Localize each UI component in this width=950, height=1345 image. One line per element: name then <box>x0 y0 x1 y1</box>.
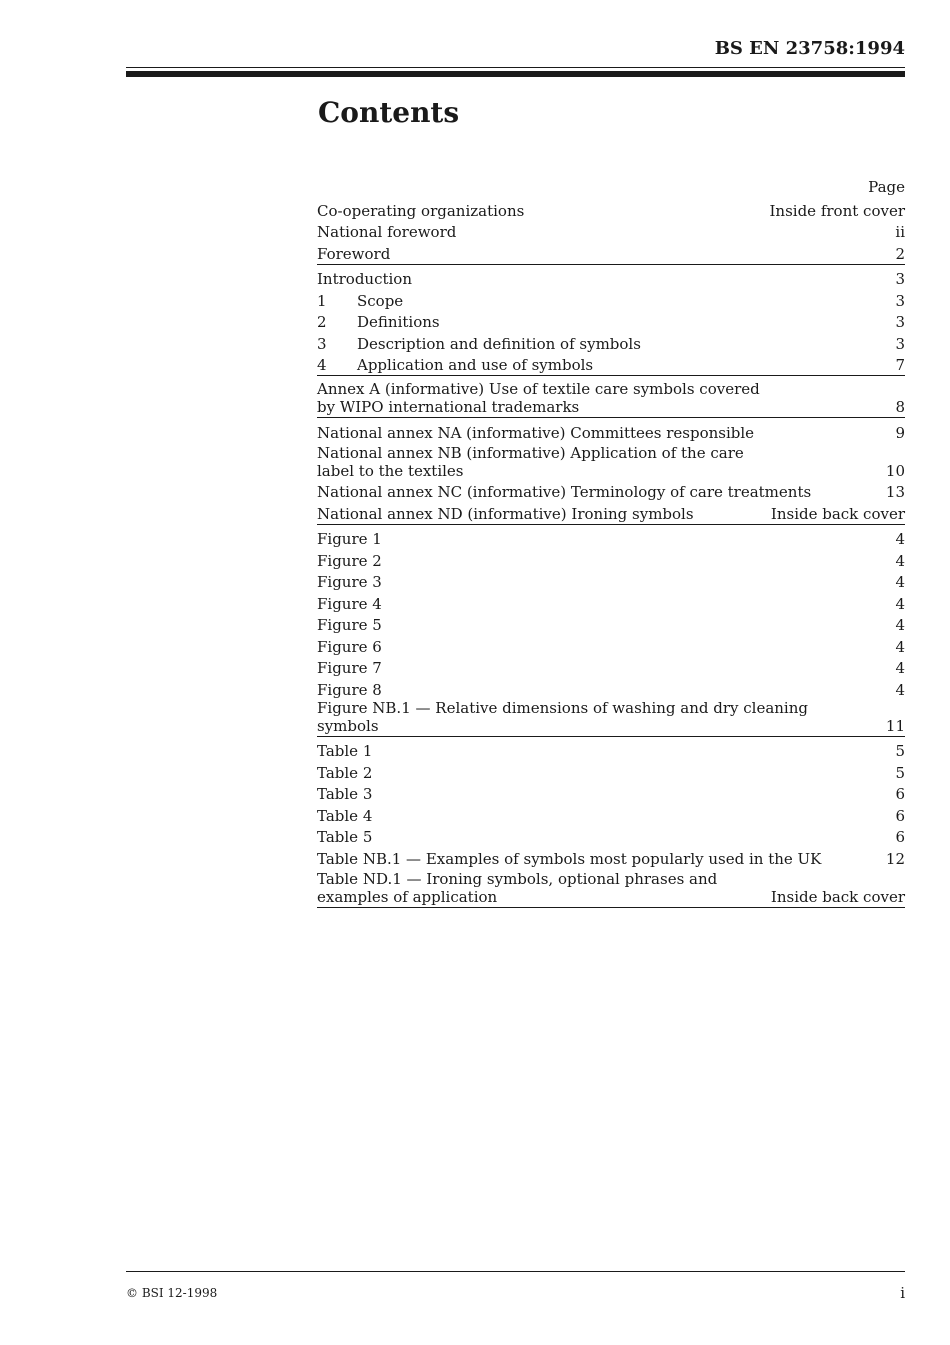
toc-entry[interactable] <box>317 501 905 523</box>
toc-entry-label <box>317 785 372 803</box>
page-column-label: Page <box>868 178 905 196</box>
toc-entry-label <box>317 424 754 442</box>
toc-entry[interactable] <box>317 868 905 906</box>
toc-entry[interactable] <box>317 656 905 678</box>
toc-entry[interactable] <box>317 739 905 761</box>
toc-entry-page: 3 <box>895 291 905 310</box>
toc-entry-title: Figure 8 <box>317 680 382 699</box>
toc-entry-page: 11 <box>885 716 905 735</box>
toc-entry-page: Inside back cover <box>770 504 905 523</box>
toc-entry-label <box>317 530 382 548</box>
toc-entry-page: 3 <box>895 334 905 353</box>
toc-group <box>317 527 905 737</box>
document-id: BS EN 23758:1994 <box>714 38 905 59</box>
toc-entry-page: 4 <box>895 659 905 677</box>
toc-group <box>317 378 905 418</box>
toc-entry-label <box>317 828 372 846</box>
toc-entry[interactable] <box>317 634 905 656</box>
toc-entry-title: National annex NC (informative) Terminology of care treatments <box>317 483 812 501</box>
toc-entry-page: 4 <box>895 616 905 634</box>
toc-entry[interactable] <box>317 677 905 699</box>
toc-entry-page: 2 <box>895 244 905 263</box>
toc-entry-page: 5 <box>895 763 905 782</box>
toc-entry-label <box>317 245 390 263</box>
toc-entry-title: Figure 7 <box>317 659 382 677</box>
toc-entry-page: 4 <box>895 594 905 613</box>
toc-entry[interactable] <box>317 699 905 735</box>
toc-entry-label <box>317 742 372 760</box>
toc-entry-label <box>317 699 874 735</box>
toc-entry-page: Inside front cover <box>769 201 905 220</box>
toc-entry[interactable] <box>317 480 905 502</box>
toc-entry[interactable] <box>317 241 905 263</box>
toc-entry-page: 3 <box>895 313 905 331</box>
toc-entry[interactable] <box>317 825 905 847</box>
toc-entry-page: 6 <box>895 785 905 803</box>
toc-entry[interactable] <box>317 527 905 549</box>
toc-entry-title: Table 5 <box>317 828 373 846</box>
header-rule-thin <box>126 67 905 68</box>
toc-entry-page: 6 <box>895 806 905 825</box>
toc-entry-title: Definitions <box>357 313 440 331</box>
toc-entry-label <box>317 444 744 480</box>
toc-entry[interactable] <box>317 613 905 635</box>
toc-entry-title: Description and definition of symbols <box>357 334 641 353</box>
toc-entry-label <box>317 870 717 906</box>
toc-entry-title: Scope <box>357 291 404 310</box>
toc-entry-title: Table 1 <box>317 742 373 760</box>
toc-entry[interactable] <box>317 591 905 613</box>
toc-group <box>317 739 905 908</box>
toc-entry-label <box>317 638 382 656</box>
clause-number: 4 <box>317 356 327 374</box>
toc-entry[interactable] <box>317 198 905 220</box>
copyright-notice: © BSI 12-1998 <box>126 1286 218 1300</box>
toc-entry-label <box>317 659 382 677</box>
toc-entry-page: 6 <box>895 828 905 846</box>
toc-entry-page: 4 <box>895 680 905 699</box>
toc-entry[interactable] <box>317 378 905 416</box>
toc-entry-title: Table 2 <box>317 763 373 782</box>
toc-entry-label <box>317 552 382 570</box>
clause-number: 2 <box>317 313 327 331</box>
toc-entry-page: 7 <box>895 356 905 374</box>
toc-entry-title: Figure 3 <box>317 573 382 591</box>
toc-entry-page: 4 <box>895 573 905 591</box>
toc-entry-label <box>317 850 821 868</box>
toc-entry-page: 4 <box>895 637 905 656</box>
toc-entry-title: National foreword <box>317 223 457 241</box>
toc-entry[interactable] <box>317 310 905 332</box>
toc-entry-label <box>317 681 382 699</box>
toc-entry[interactable] <box>317 803 905 825</box>
toc-entry-title: Figure NB.1 — Relative dimensions of washing and dry cleaning symbols <box>317 698 808 735</box>
toc-entry-label <box>317 202 524 220</box>
toc-entry-page: 5 <box>895 742 905 760</box>
toc-entry-title: Figure 1 <box>317 530 382 548</box>
toc-entry[interactable] <box>317 760 905 782</box>
toc-entry-page: 10 <box>885 461 905 480</box>
toc-entry[interactable] <box>317 220 905 242</box>
toc-entry-title: Table 3 <box>317 785 373 803</box>
page-title: Contents <box>318 96 460 129</box>
toc-entry-page: Inside back cover <box>770 887 905 906</box>
toc-group <box>317 420 905 525</box>
toc-entry[interactable] <box>317 331 905 353</box>
toc-entry-title: Figure 6 <box>317 637 382 656</box>
toc-entry-title: Figure 4 <box>317 594 382 613</box>
toc-entry[interactable] <box>317 570 905 592</box>
toc-entry[interactable] <box>317 353 905 375</box>
toc-entry-label <box>317 483 811 501</box>
toc-entry[interactable] <box>317 846 905 868</box>
toc-entry-label <box>317 573 382 591</box>
toc-entry-label <box>317 270 412 288</box>
toc-group <box>317 198 905 265</box>
clause-number: 1 <box>317 291 327 310</box>
toc-entry-page: 8 <box>895 398 905 416</box>
toc-entry-title: Co-operating organizations <box>317 201 525 220</box>
footer-rule <box>126 1271 905 1272</box>
toc-entry[interactable] <box>317 267 905 289</box>
toc-entry-label <box>317 335 641 353</box>
toc-entry-label <box>317 764 372 782</box>
toc-entry[interactable] <box>317 548 905 570</box>
toc-entry-page: 12 <box>885 849 905 868</box>
clause-number: 3 <box>317 334 327 353</box>
toc-entry-page: ii <box>895 223 905 241</box>
toc-entry[interactable] <box>317 442 905 480</box>
toc-entry-label <box>317 223 456 241</box>
toc-entry-title: Application and use of symbols <box>357 356 594 374</box>
toc-entry-label <box>317 616 382 634</box>
toc-entry-label <box>317 807 372 825</box>
toc-entry-label <box>317 292 403 310</box>
toc-entry-label <box>317 505 694 523</box>
toc-entry-label <box>317 595 382 613</box>
header-rule-thick <box>126 71 905 77</box>
toc-entry-title: Annex A (informative) Use of textile care symbols covered by WIPO international trademarks <box>317 380 760 416</box>
toc-entry-page: 3 <box>895 270 905 288</box>
toc-entry[interactable] <box>317 288 905 310</box>
toc-entry[interactable] <box>317 420 905 442</box>
toc-entry-label <box>317 313 440 331</box>
toc-entry[interactable] <box>317 782 905 804</box>
toc-entry-title: Figure 2 <box>317 551 382 570</box>
toc-entry-title: Table ND.1 — Ironing symbols, optional phrases and examples of application <box>317 869 718 906</box>
toc-entry-label <box>317 380 760 416</box>
toc-entry-page: 4 <box>895 551 905 570</box>
toc-entry-page: 4 <box>895 530 905 548</box>
toc-entry-title: Table 4 <box>317 806 373 825</box>
toc-entry-title: Foreword <box>317 244 391 263</box>
toc-entry-label <box>317 356 593 374</box>
toc-group <box>317 267 905 377</box>
table-of-contents <box>317 176 905 910</box>
toc-entry-page: 13 <box>885 483 905 501</box>
toc-entry-title: Introduction <box>317 270 412 288</box>
toc-entry-title: Table NB.1 — Examples of symbols most popularly used in the UK <box>317 849 822 868</box>
toc-entry-title: National annex NB (informative) Application of the care label to the textiles <box>317 443 744 480</box>
toc-entry-page: 9 <box>895 423 905 442</box>
toc-entry-title: Figure 5 <box>317 616 382 634</box>
toc-entry-title: National annex ND (informative) Ironing symbols <box>317 504 694 523</box>
page-number: i <box>900 1284 905 1302</box>
toc-entry-title: National annex NA (informative) Committees responsible <box>317 423 755 442</box>
